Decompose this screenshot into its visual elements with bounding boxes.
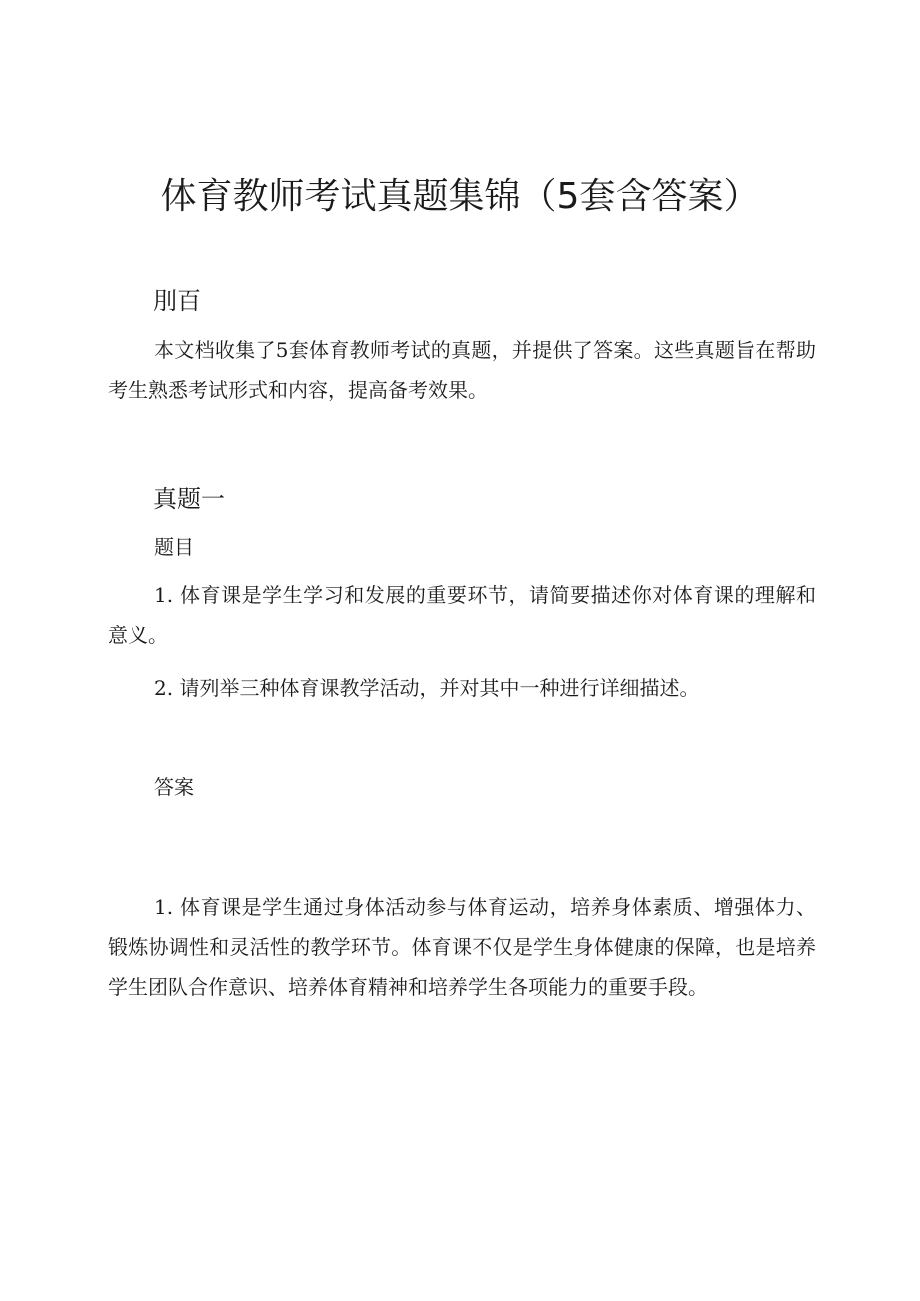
answers-label: 答案 (154, 775, 194, 799)
questions-label: 题目 (154, 535, 194, 559)
answer-1: 1. 体育课是学生通过身体活动参与体育运动，培养身体素质、增强体力、锻炼协调性和灵活性的教学环节。体育课不仅是学生身体健康的保障，也是培养学生团队合作意识、培养体育精神和培养学生各项能力的重要手段。 (108, 895, 816, 999)
question-2: 2. 请列举三种体育课教学活动，并对其中一种进行详细描述。 (154, 676, 700, 700)
exam-1-heading: 真题一 (153, 485, 225, 513)
document-title: 体育教师考试真题集锦（5套含答案） (160, 176, 760, 217)
preface-heading: 刖百 (153, 287, 201, 315)
question-1: 1. 体育课是学生学习和发展的重要环节，请简要描述你对体育课的理解和意义。 (108, 583, 816, 647)
preface-paragraph: 本文档收集了5套体育教师考试的真题，并提供了答案。这些真题旨在帮助考生熟悉考试形式和内容，提高备考效果。 (108, 338, 816, 402)
